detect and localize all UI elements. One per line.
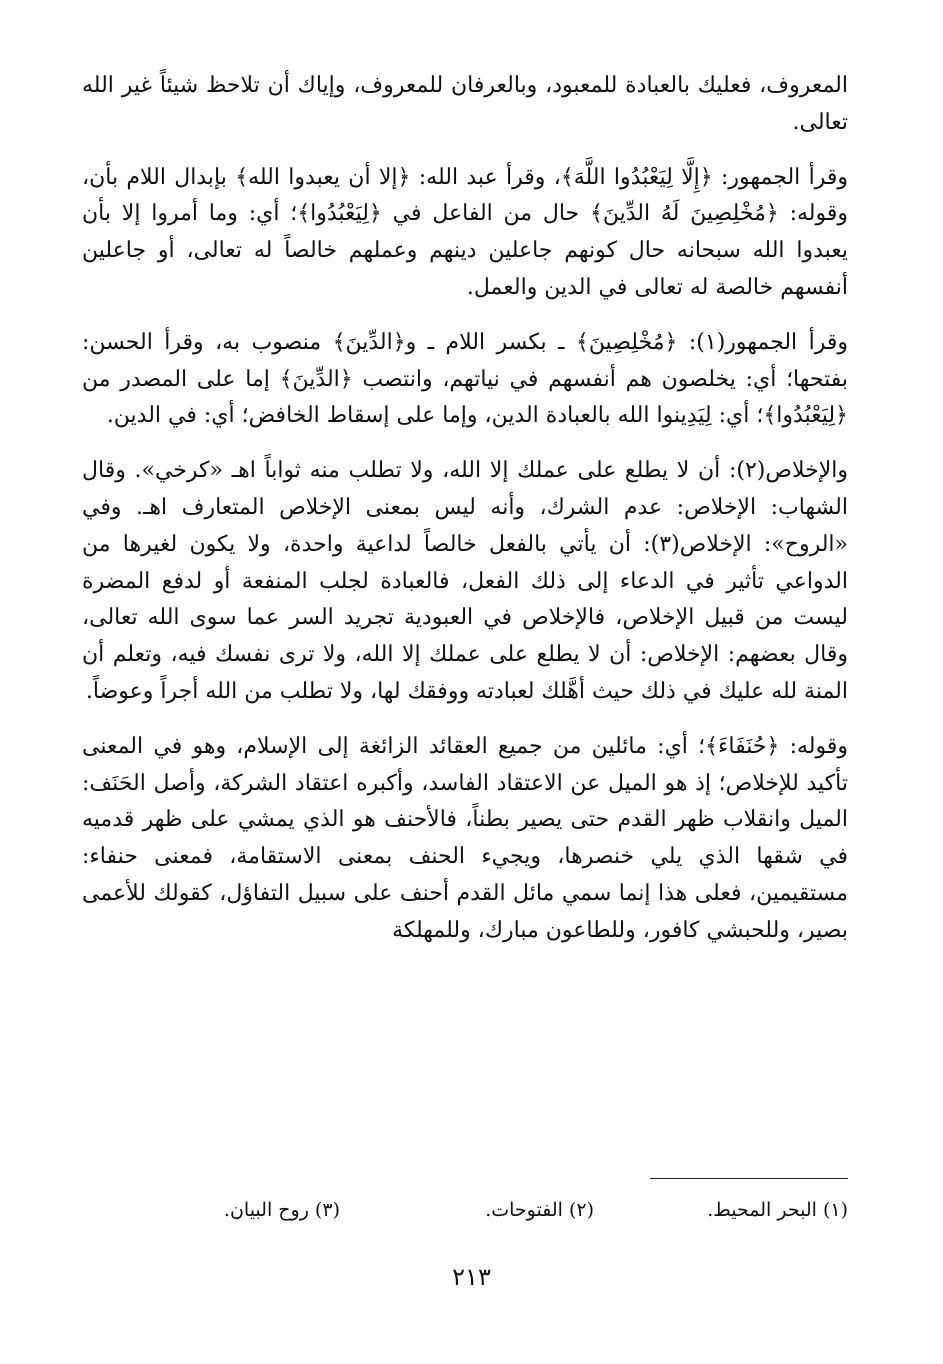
- paragraph-2: وقرأ الجمهور: ﴿إِلَّا لِيَعْبُدُوا اللَّهَ﴾، وقرأ عبد الله: ﴿إلا أن يعبدوا الله﴾ بإبدال اللام بأن، وقوله: ﴿مُخْلِصِينَ لَهُ الدِّينَ﴾ حال من الفاعل في ﴿لِيَعْبُدُوا﴾؛ أي: وما أمروا إلا بأن يعبدوا الله سبحانه حال كونهم جاعلين دينهم وعملهم خالصاً له تعالى، أو جاعلين أنفسهم خالصة له تعالى في الدين والعمل.: [82, 164, 848, 300]
- footnote-3: (٣) روح البيان.: [223, 1199, 340, 1221]
- page-body: [82, 68, 848, 968]
- footnote-2: (٢) الفتوحات.: [485, 1199, 594, 1221]
- footnote-divider: [650, 1178, 848, 1179]
- footnotes: [148, 1196, 848, 1224]
- paragraph-4: والإخلاص(٢): أن لا يطلع على عملك إلا الله، ولا تطلب منه ثواباً اهـ «كرخي». وقال الشهاب: الإخلاص: عدم الشرك، وأنه ليس بمعنى الإخلاص المتعارف اهـ. وفي «الروح»: الإخلاص(٣): أن يأتي بالفعل خالصاً لداعية واحدة، ولا يكون لغيرها من الدواعي تأثير في الدعاء إلى ذلك الفعل، فالعبادة لجلب المنفعة أو لدفع المضرة ليست من قبيل الإخلاص، فالإخلاص في العبودية تجريد السر عما سوى الله تعالى، وقال بعضهم: الإخلاص: أن لا يطلع على عملك إلا الله، ولا ترى نفسك فيه، وتعلم أن المنة لله عليك في ذلك حيث أهَّلك لعبادته ووفقك لها، ولا تطلب من الله أجراً وعوضاً.: [82, 458, 849, 704]
- page-number: ٢١٣: [452, 1263, 491, 1291]
- paragraph-5: وقوله: ﴿حُنَفَاءَ﴾؛ أي: مائلين من جميع العقائد الزائغة إلى الإسلام، وهو في المعنى تأكيد للإخلاص؛ إذ هو الميل عن الاعتقاد الفاسد، وأكبره اعتقاد الشركة، وأصل الحَنَف: الميل وانقلاب ظهر القدم حتى يصير بطناً، فالأحنف هو الذي يمشي على ظهر قدميه في شقها الذي يلي خنصرها، ويجيء الحنف بمعنى الاستقامة، فمعنى حنفاء: مستقيمين، فعلى هذا إنما سمي مائل القدم أحنف على سبيل التفاؤل، كقولك للأعمى بصير، وللحبشي كافور، وللطاعون مبارك، وللمهلكة: [82, 733, 848, 943]
- paragraph-3: وقرأ الجمهور(١): ﴿مُخْلِصِينَ﴾ ـ بكسر اللام ـ و﴿الدِّينَ﴾ منصوب به، وقرأ الحسن: بفتحها؛ أي: يخلصون هم أنفسهم في نياتهم، وانتصب ﴿الدِّينَ﴾ إما على المصدر من ﴿لِيَعْبُدُوا﴾؛ أي: لِيَدِينوا الله بالعبادة الدين، وإما على إسقاط الخافض؛ أي: في الدين.: [82, 329, 849, 429]
- paragraph-1: المعروف، فعليك بالعبادة للمعبود، وبالعرفان للمعروف، وإياك أن تلاحظ شيئاً غير الله تعالى.: [82, 73, 848, 135]
- footnote-1: (١) البحر المحيط.: [707, 1199, 848, 1221]
